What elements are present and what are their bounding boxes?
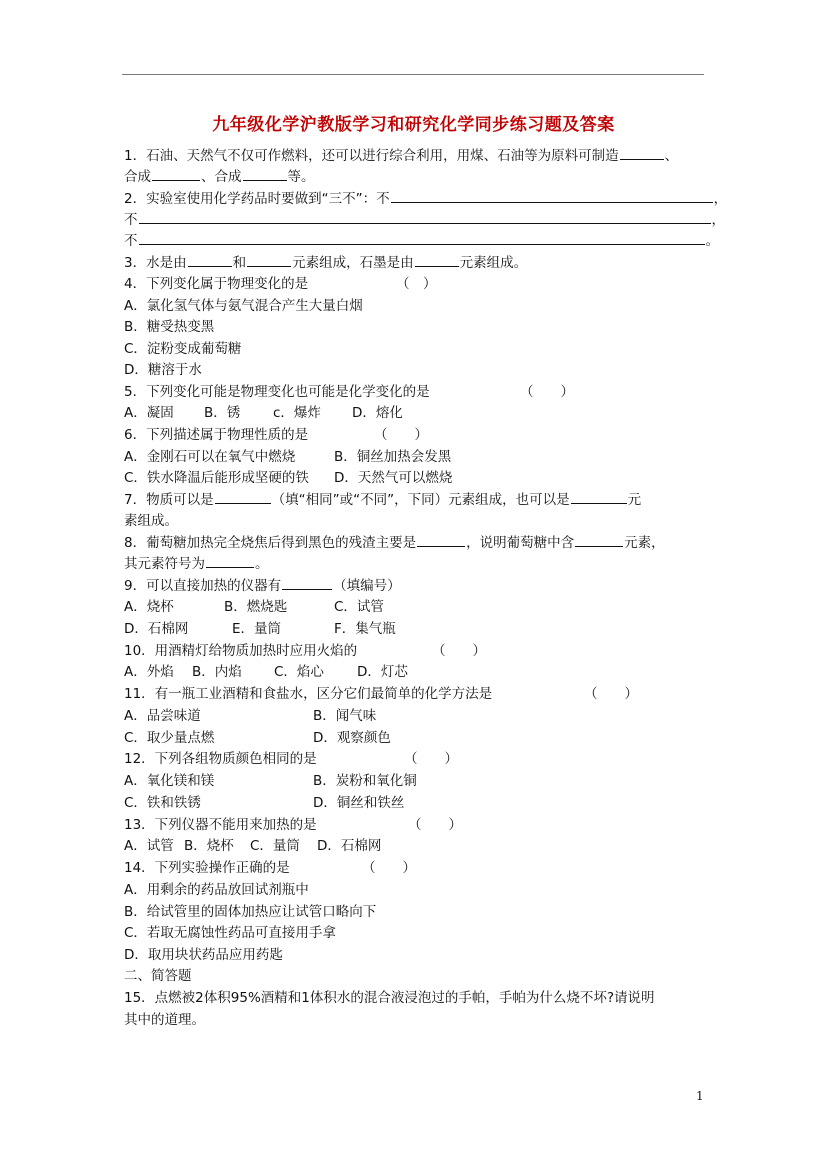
q3-blank-1[interactable] [188, 253, 232, 267]
q7-text-2: （填“相同”或“不同”，下同）元素组成，也可以是 [271, 492, 570, 508]
q3-blank-3[interactable] [415, 253, 459, 267]
q7-blank-2[interactable] [571, 490, 627, 504]
q3-text: 3．水是由 [124, 255, 187, 271]
q11-option-d: D．观察颜色 [313, 730, 391, 746]
q1-blank-3[interactable] [243, 167, 287, 181]
q11-option-a: A．品尝味道 [124, 708, 201, 724]
q10-stem [124, 641, 486, 661]
q9-option-f: F．集气瓶 [334, 621, 396, 637]
q2-line1 [124, 189, 727, 209]
q7-line2: 素组成。 [124, 513, 178, 529]
q1-text-2: 合成 [124, 169, 151, 185]
q6-option-a: A．金刚石可以在氧气中燃烧 [124, 449, 296, 465]
q5-option-b: B．锈 [204, 405, 241, 421]
q8-blank-3[interactable] [206, 554, 254, 568]
q15-line1: 15．点燃被2体积95%酒精和1体积水的混合液浸泡过的手帕，手帕为什么烧不坏?请说明 [124, 990, 655, 1006]
q7-text: 7．物质可以是 [124, 492, 214, 508]
q9-tail: （填编号） [333, 578, 401, 594]
q12-answer-paren[interactable]: （ ） [404, 751, 458, 767]
q6-option-b: B．铜丝加热会发黑 [334, 449, 452, 465]
q8-text: 8．葡萄糖加热完全烧焦后得到黑色的残渣主要是 [124, 535, 417, 551]
q12-option-b: B．炭粉和氧化铜 [313, 773, 417, 789]
q11-text: 11．有一瓶工业酒精和食盐水，区分它们最简单的化学方法是 [124, 686, 493, 702]
q3-text-2: 和 [232, 255, 247, 271]
q2-blank-3[interactable] [139, 231, 705, 245]
q2-text-3: 不 [124, 233, 138, 249]
q11-options-1 [124, 706, 377, 726]
q14-option-d: D．取用块状药品应用药匙 [124, 947, 283, 963]
q13-option-b: B．烧杯 [184, 838, 234, 854]
q13-options [124, 836, 382, 856]
q9-options-2 [124, 619, 396, 639]
q5-option-a: A．凝固 [124, 405, 174, 421]
q4-answer-paren[interactable]: （ ） [396, 276, 437, 292]
q2-line3 [124, 231, 719, 251]
page-number: 1 [696, 1089, 704, 1103]
q11-answer-paren[interactable]: （ ） [584, 686, 638, 702]
q2-line2 [124, 210, 725, 230]
q11-options-2 [124, 728, 391, 748]
q7-line1 [124, 490, 641, 510]
q10-option-c: C．焰心 [274, 664, 324, 680]
q12-option-a: A．氧化镁和镁 [124, 773, 215, 789]
q6-option-c: C．铁水降温后能形成坚硬的铁 [124, 470, 309, 486]
q12-options-1 [124, 771, 417, 791]
q6-options-2 [124, 468, 453, 488]
q10-option-b: B．内焰 [192, 664, 242, 680]
q13-option-c: C．量筒 [250, 838, 300, 854]
q14-text: 14．下列实验操作正确的是 [124, 860, 290, 876]
q12-option-c: C．铁和铁锈 [124, 795, 201, 811]
q9-stem [124, 576, 401, 596]
q11-stem [124, 684, 638, 704]
q13-stem [124, 815, 462, 835]
q1-blank-1[interactable] [620, 146, 664, 160]
q7-text-3: 元 [627, 492, 642, 508]
q12-text: 12．下列各组物质颜色相同的是 [124, 751, 317, 767]
q8-line1 [124, 533, 665, 553]
q8-line2 [124, 554, 269, 574]
q4-option-d: D．糖溶于水 [124, 362, 202, 378]
page-title: 九年级化学沪教版学习和研究化学同步练习题及答案 [212, 115, 615, 135]
q13-option-a: A．试管 [124, 838, 174, 854]
q3-text-3: 元素组成，石墨是由 [292, 255, 414, 271]
q1-text-3: 、合成 [201, 169, 242, 185]
header-rule [122, 74, 704, 75]
q14-option-a: A．用剩余的药品放回试剂瓶中 [124, 882, 309, 898]
q9-blank[interactable] [282, 576, 332, 590]
q2-blank-2[interactable] [139, 210, 711, 224]
q6-answer-paren[interactable]: （ ） [374, 427, 428, 443]
q12-stem [124, 749, 458, 769]
q6-text: 6．下列描述属于物理性质的是 [124, 427, 309, 443]
q11-option-c: C．取少量点燃 [124, 730, 215, 746]
q2-sep-1: ， [713, 191, 728, 207]
q1-sep: 、 [664, 148, 679, 164]
q2-text: 2．实验室使用化学药品时要做到“三不”：不 [124, 191, 390, 207]
q2-blank-1[interactable] [391, 189, 713, 203]
q5-option-d: D．熔化 [352, 405, 403, 421]
q10-option-d: D．灯芯 [357, 664, 408, 680]
q8-blank-1[interactable] [417, 533, 465, 547]
q12-option-d: D．铜丝和铁丝 [313, 795, 405, 811]
q13-option-d: D．石棉网 [317, 838, 382, 854]
q12-options-2 [124, 793, 405, 813]
q8-text-3: 元素， [624, 535, 665, 551]
q5-option-c: c．爆炸 [273, 405, 321, 421]
q8-text-2: ，说明葡萄糖中含 [466, 535, 575, 551]
q1-text: 1．石油、天然气不仅可作燃料，还可以进行综合利用，用煤、石油等为原料可制造 [124, 148, 619, 164]
q10-options [124, 662, 408, 682]
q14-option-c: C．若取无腐蚀性药品可直接用手拿 [124, 925, 336, 941]
q1-blank-2[interactable] [152, 167, 200, 181]
q9-option-b: B．燃烧匙 [224, 599, 288, 615]
q9-option-c: C．试管 [334, 599, 384, 615]
q8-text-4: 其元素符号为 [124, 556, 205, 572]
q10-option-a: A．外焰 [124, 664, 174, 680]
q9-option-a: A．烧杯 [124, 599, 174, 615]
q6-option-d: D．天然气可以燃烧 [334, 470, 453, 486]
q9-text: 9．可以直接加热的仪器有 [124, 578, 282, 594]
q5-options [124, 403, 403, 423]
q4-option-a: A．氯化氢气体与氨气混合产生大量白烟 [124, 298, 363, 314]
q2-sep-2: ， [711, 212, 725, 228]
q13-text: 13．下列仪器不能用来加热的是 [124, 817, 317, 833]
q9-option-e: E．量筒 [232, 621, 282, 637]
q15-line2: 其中的道理。 [124, 1012, 205, 1028]
q2-end: 。 [705, 233, 719, 249]
q3-text-4: 元素组成。 [459, 255, 528, 271]
q4-text: 4．下列变化属于物理变化的是 [124, 276, 309, 292]
q5-text: 5．下列变化可能是物理变化也可能是化学变化的是 [124, 384, 430, 400]
q9-options-1 [124, 597, 384, 617]
q5-stem [124, 382, 574, 402]
q14-option-b: B．给试管里的固体加热应让试管口略向下 [124, 904, 377, 920]
q2-text-2: 不 [124, 212, 138, 228]
q8-blank-2[interactable] [575, 533, 623, 547]
q1-line2 [124, 167, 315, 187]
q14-stem [124, 858, 416, 878]
q10-answer-paren[interactable]: （ ） [432, 643, 486, 659]
q9-option-d: D．石棉网 [124, 621, 189, 637]
q6-stem [124, 425, 428, 445]
q8-end: 。 [255, 556, 269, 572]
q3-line [124, 253, 527, 273]
q5-answer-paren[interactable]: （ ） [520, 384, 574, 400]
q4-stem [124, 274, 437, 294]
q14-answer-paren[interactable]: （ ） [362, 860, 416, 876]
q1-text-4: 等。 [287, 169, 315, 185]
q3-blank-2[interactable] [247, 253, 291, 267]
section-heading: 二、简答题 [124, 968, 192, 984]
q1-line1 [124, 146, 678, 166]
q10-text: 10．用酒精灯给物质加热时应用火焰的 [124, 643, 358, 659]
q4-option-c: C．淀粉变成葡萄糖 [124, 341, 242, 357]
q11-option-b: B．闻气味 [313, 708, 377, 724]
q4-option-b: B．糖受热变黑 [124, 319, 215, 335]
q7-blank-1[interactable] [215, 490, 271, 504]
q13-answer-paren[interactable]: （ ） [408, 817, 462, 833]
q6-options-1 [124, 447, 452, 467]
